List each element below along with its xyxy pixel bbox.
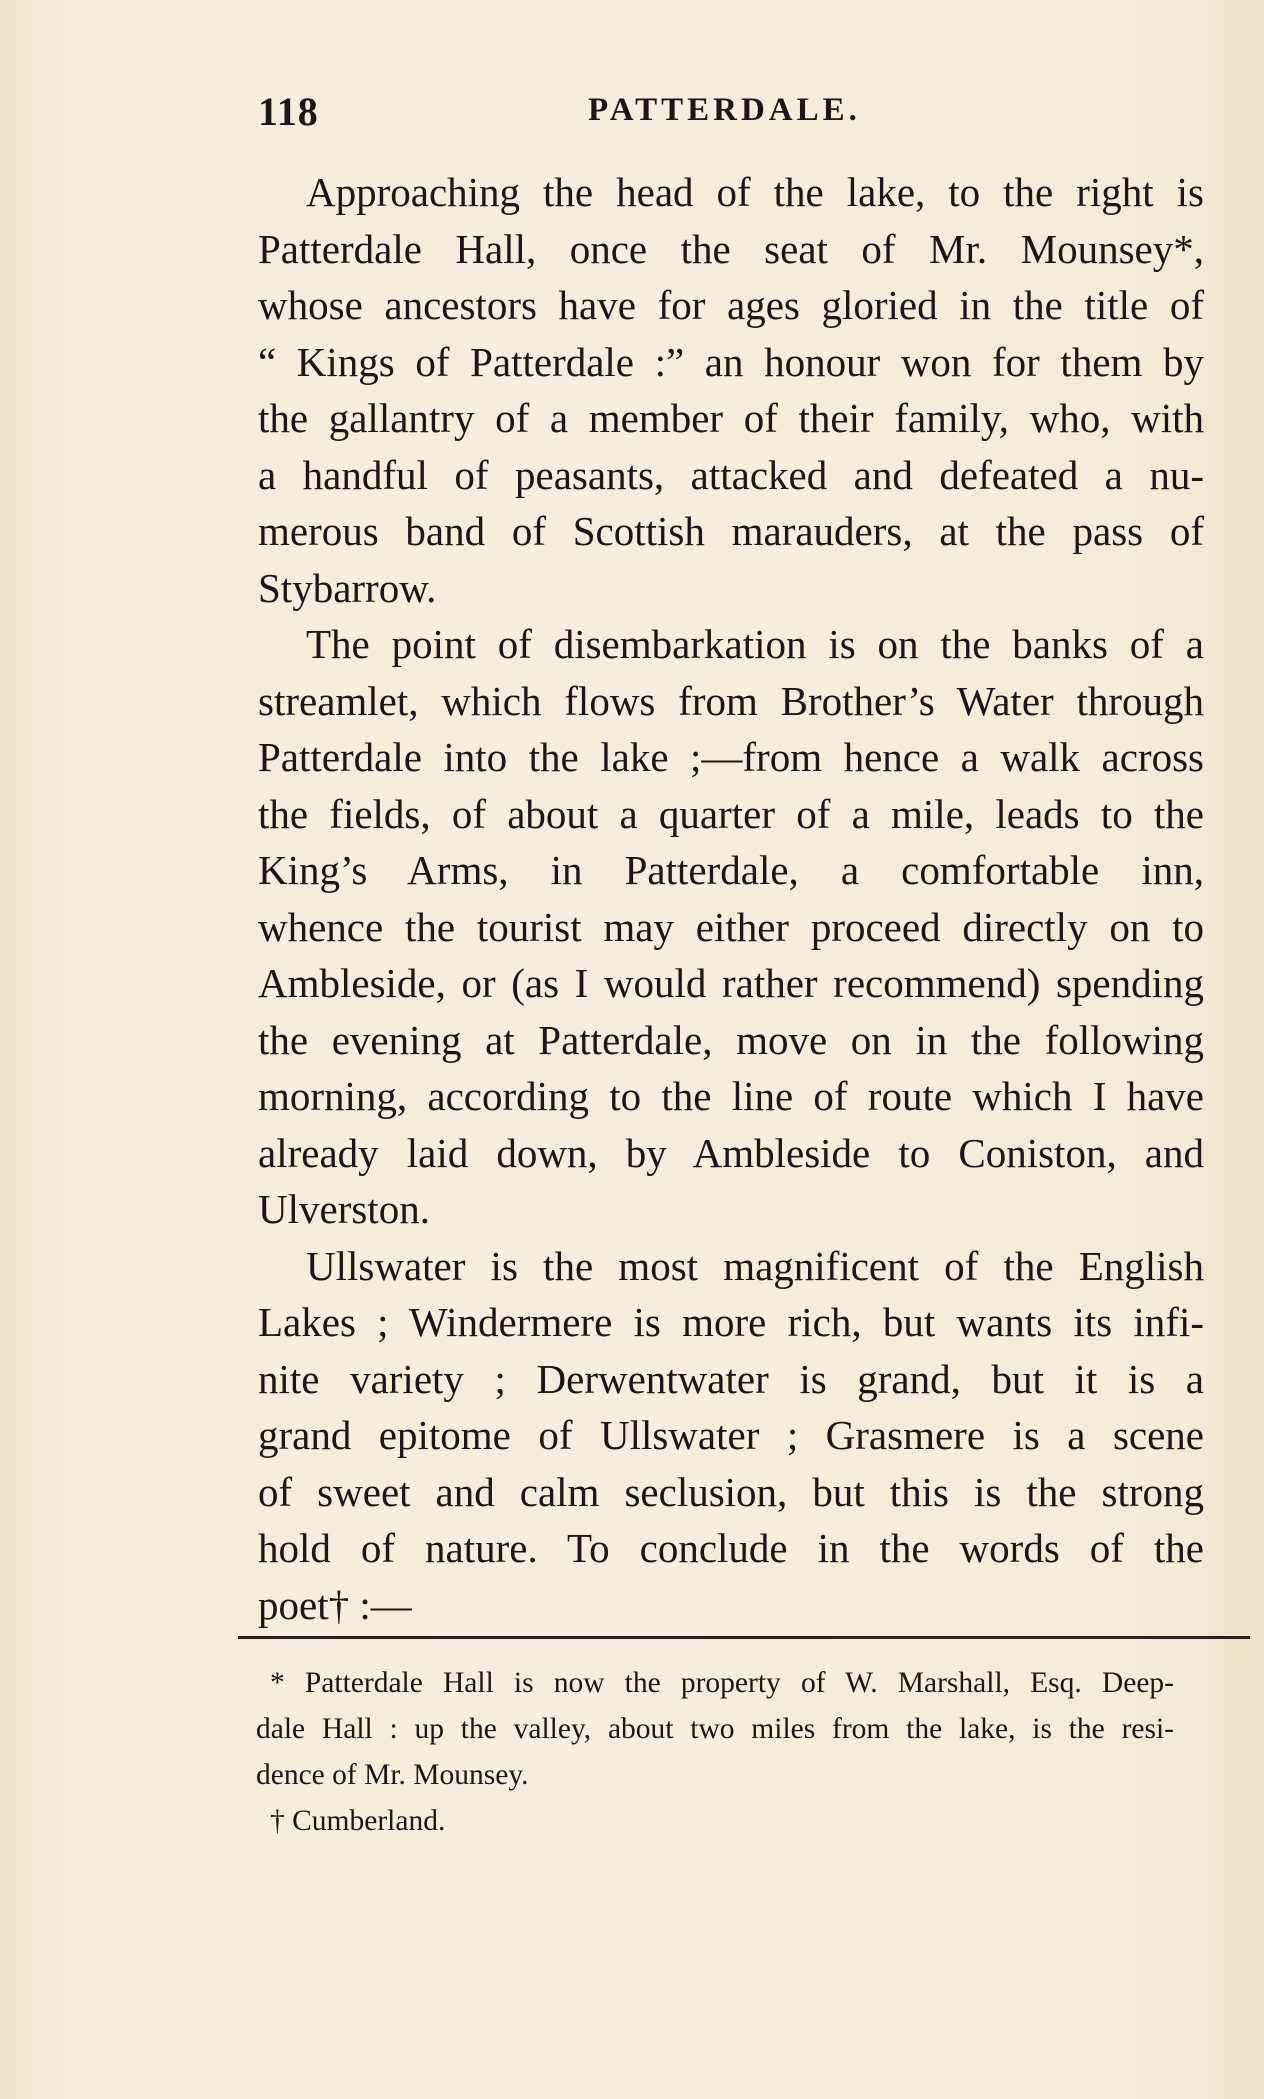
text-line: whose ancestors have for ages gloried in the title of — [258, 282, 1204, 328]
text-line: Ullswater is the most magnificent of the English — [306, 1242, 1204, 1289]
text-line: the evening at Patterdale, move on in the following — [258, 1016, 1204, 1063]
text-line: Patterdale Hall, once the seat of Mr. Mounsey*, — [258, 225, 1204, 272]
footnote-line: † Cumberland. — [270, 1805, 446, 1837]
text-line: The point of disembarkation is on the banks of a — [306, 621, 1204, 667]
text-line: Ulverston. — [258, 1186, 430, 1232]
text-line: poet† :— — [258, 1581, 412, 1628]
text-line: King’s Arms, in Patterdale, a comfortable inn, — [258, 847, 1204, 893]
text-line: the gallantry of a member of their family, who, with — [258, 395, 1204, 441]
text-line: Patterdale into the lake ;—from hence a walk across — [258, 734, 1204, 780]
page-header — [258, 88, 1258, 148]
text-line: streamlet, which flows from Brother’s Water through — [258, 677, 1204, 724]
text-line: Ambleside, or (as I would rather recommend) spending — [258, 960, 1204, 1006]
text-line: grand epitome of Ullswater ; Grasmere is a scene — [258, 1412, 1204, 1458]
body-text — [258, 164, 1204, 1633]
text-line: hold of nature. To conclude in the words of the — [258, 1525, 1204, 1571]
text-line: Stybarrow. — [258, 564, 437, 611]
footnote-divider — [238, 1636, 1250, 1639]
text-line: Lakes ; Windermere is more rich, but wants its infi- — [258, 1299, 1204, 1345]
text-line: merous band of Scottish marauders, at the pass of — [258, 508, 1204, 554]
footnotes — [256, 1660, 1174, 1844]
running-head: PATTERDALE. — [588, 92, 861, 128]
footnote-line: dence of Mr. Mounsey. — [256, 1759, 529, 1791]
text-line: whence the tourist may either proceed directly on to — [258, 903, 1204, 950]
text-line: a handful of peasants, attacked and defeated a nu- — [258, 451, 1204, 498]
text-line: already laid down, by Ambleside to Coniston, and — [258, 1129, 1204, 1176]
text-line: morning, according to the line of route which I have — [258, 1073, 1204, 1119]
text-line: nite variety ; Derwentwater is grand, but it is a — [258, 1355, 1204, 1402]
footnote-line: dale Hall : up the valley, about two miles from the lake, is the resi- — [256, 1713, 1174, 1745]
text-line: the fields, of about a quarter of a mile, leads to the — [258, 790, 1204, 837]
text-line: “ Kings of Patterdale :” an honour won for them by — [258, 338, 1204, 385]
footnote-line: * Patterdale Hall is now the property of W. Marshall, Esq. Deep- — [270, 1667, 1174, 1699]
text-line: of sweet and calm seclusion, but this is the strong — [258, 1468, 1204, 1515]
page-number: 118 — [258, 89, 319, 134]
text-line: Approaching the head of the lake, to the right is — [306, 169, 1204, 215]
